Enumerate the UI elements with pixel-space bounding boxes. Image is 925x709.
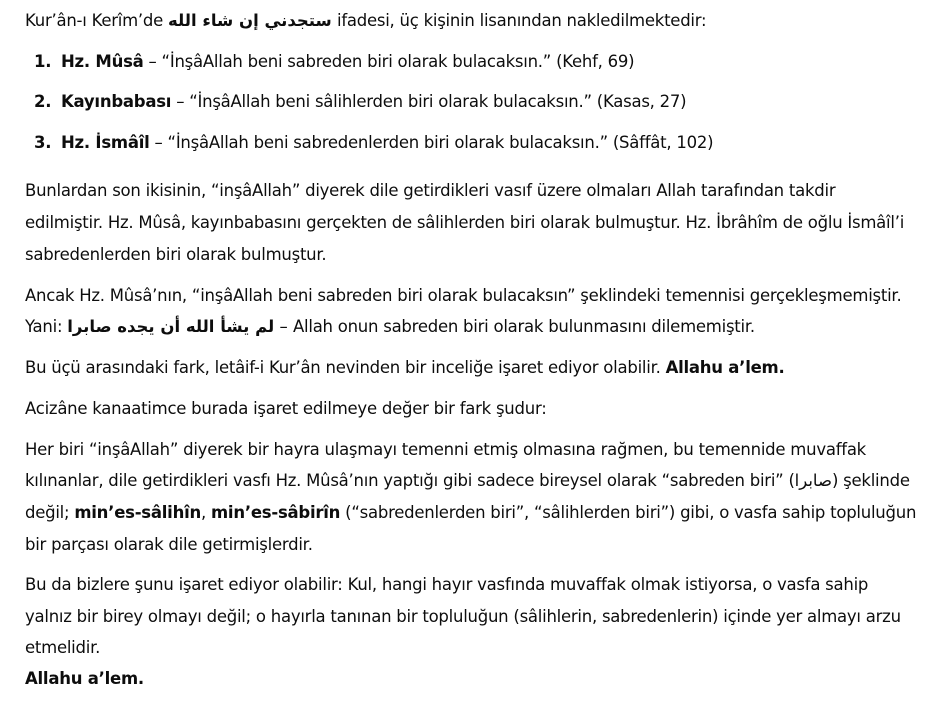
yani-label: Yani: [25, 317, 68, 336]
paragraph-line: etmelidir. [25, 638, 101, 657]
list-item-number: 1. [34, 52, 52, 71]
list-item-text [61, 52, 634, 72]
arabic-word: صابرا [794, 471, 832, 490]
intro-arabic-phrase: ستجدني إن شاء الله [168, 11, 332, 30]
line-text: ) şeklinde [831, 471, 910, 490]
allahu-alem-bold: Allahu a’lem. [665, 358, 785, 377]
intro-pre: Kur’ân-ı Kerîm’de [25, 11, 169, 30]
list-item-number: 2. [34, 92, 52, 111]
list-item-name: Hz. İsmâîl [61, 133, 150, 152]
line-text: (“sabredenlerden biri”, “sâlihlerden biri”) gibi, o vasfa sahip topluluğun [340, 503, 917, 522]
list-item-quote: – “İnşâAllah beni sabreden biri olarak bulacaksın.” (Kehf, 69) [143, 52, 635, 71]
paragraph-line: yalnız bir birey olmayı değil; o hayırla tanınan bir topluluğun (sâlihlerin, sabredenlerin) içinde yer almayı arzu [25, 607, 901, 626]
intro-post: ifadesi, üç kişinin lisanından nakledilmektedir: [331, 11, 707, 30]
paragraph-line: Her biri “inşâAllah” diyerek bir hayra ulaşmayı temenni etmiş olmasına rağmen, bu temennide muvaffak [25, 440, 866, 459]
line-text: , [200, 503, 211, 522]
intro-paragraph [25, 11, 706, 31]
list-item-text [61, 92, 686, 112]
list-item-text [61, 133, 713, 153]
paragraph-line: Bu da bizlere şunu işaret ediyor olabilir: Kul, hangi hayır vasfında muvaffak olmak istiyorsa, o vasfa sahip [25, 575, 869, 594]
paragraph-line: Bunlardan son ikisinin, “inşâAllah” diyerek dile getirdikleri vasıf üzere olmaları Allah tarafından takdir [25, 181, 836, 200]
paragraph-opinion: Acizâne kanaatimce burada işaret edilmeye değer bir fark şudur: [25, 399, 547, 418]
term-salihin: min’es-sâlihîn [74, 503, 201, 522]
paragraph-latif [25, 358, 785, 378]
paragraph-line: bir parçası olarak dile getirmişlerdir. [25, 535, 313, 554]
list-item-name: Hz. Mûsâ [61, 52, 144, 71]
paragraph-line: sabredenlerden biri olarak bulmuştur. [25, 245, 327, 264]
paragraph-line [25, 503, 916, 523]
paragraph-line [25, 317, 755, 337]
list-item-quote: – “İnşâAllah beni sâlihlerden biri olarak bulacaksın.” (Kasas, 27) [171, 92, 687, 111]
arabic-phrase: لم يشأ الله أن يجده صابرا [67, 317, 275, 336]
term-sabirin: min’es-sâbirîn [210, 503, 341, 522]
closing-allahu-alem: Allahu a’lem. [25, 669, 144, 688]
list-item-number: 3. [34, 133, 52, 152]
explanation-text: – Allah onun sabreden biri olarak bulunmasını dilememiştir. [274, 317, 755, 336]
line-text: kılınanlar, dile getirdikleri vasfı Hz. Mûsâ’nın yaptığı gibi sadece bireysel olarak “sabreden biri” ( [25, 471, 795, 490]
line-text: değil; [25, 503, 75, 522]
paragraph-line: Ancak Hz. Mûsâ’nın, “inşâAllah beni sabreden biri olarak bulacaksın” şeklindeki temennisi gerçekleşmemiştir. [25, 286, 902, 305]
paragraph-line: edilmiştir. Hz. Mûsâ, kayınbabasını gerçekten de sâlihlerden biri olarak bulmuştur. Hz. İbrâhîm de oğlu İsmâîl’i [25, 213, 905, 232]
list-item-quote: – “İnşâAllah beni sabredenlerden biri olarak bulacaksın.” (Sâffât, 102) [149, 133, 714, 152]
list-item-name: Kayınbabası [61, 92, 172, 111]
paragraph-line [25, 471, 910, 491]
paragraph-text: Bu üçü arasındaki fark, letâif-i Kur’ân nevinden bir inceliğe işaret ediyor olabilir. [25, 358, 666, 377]
